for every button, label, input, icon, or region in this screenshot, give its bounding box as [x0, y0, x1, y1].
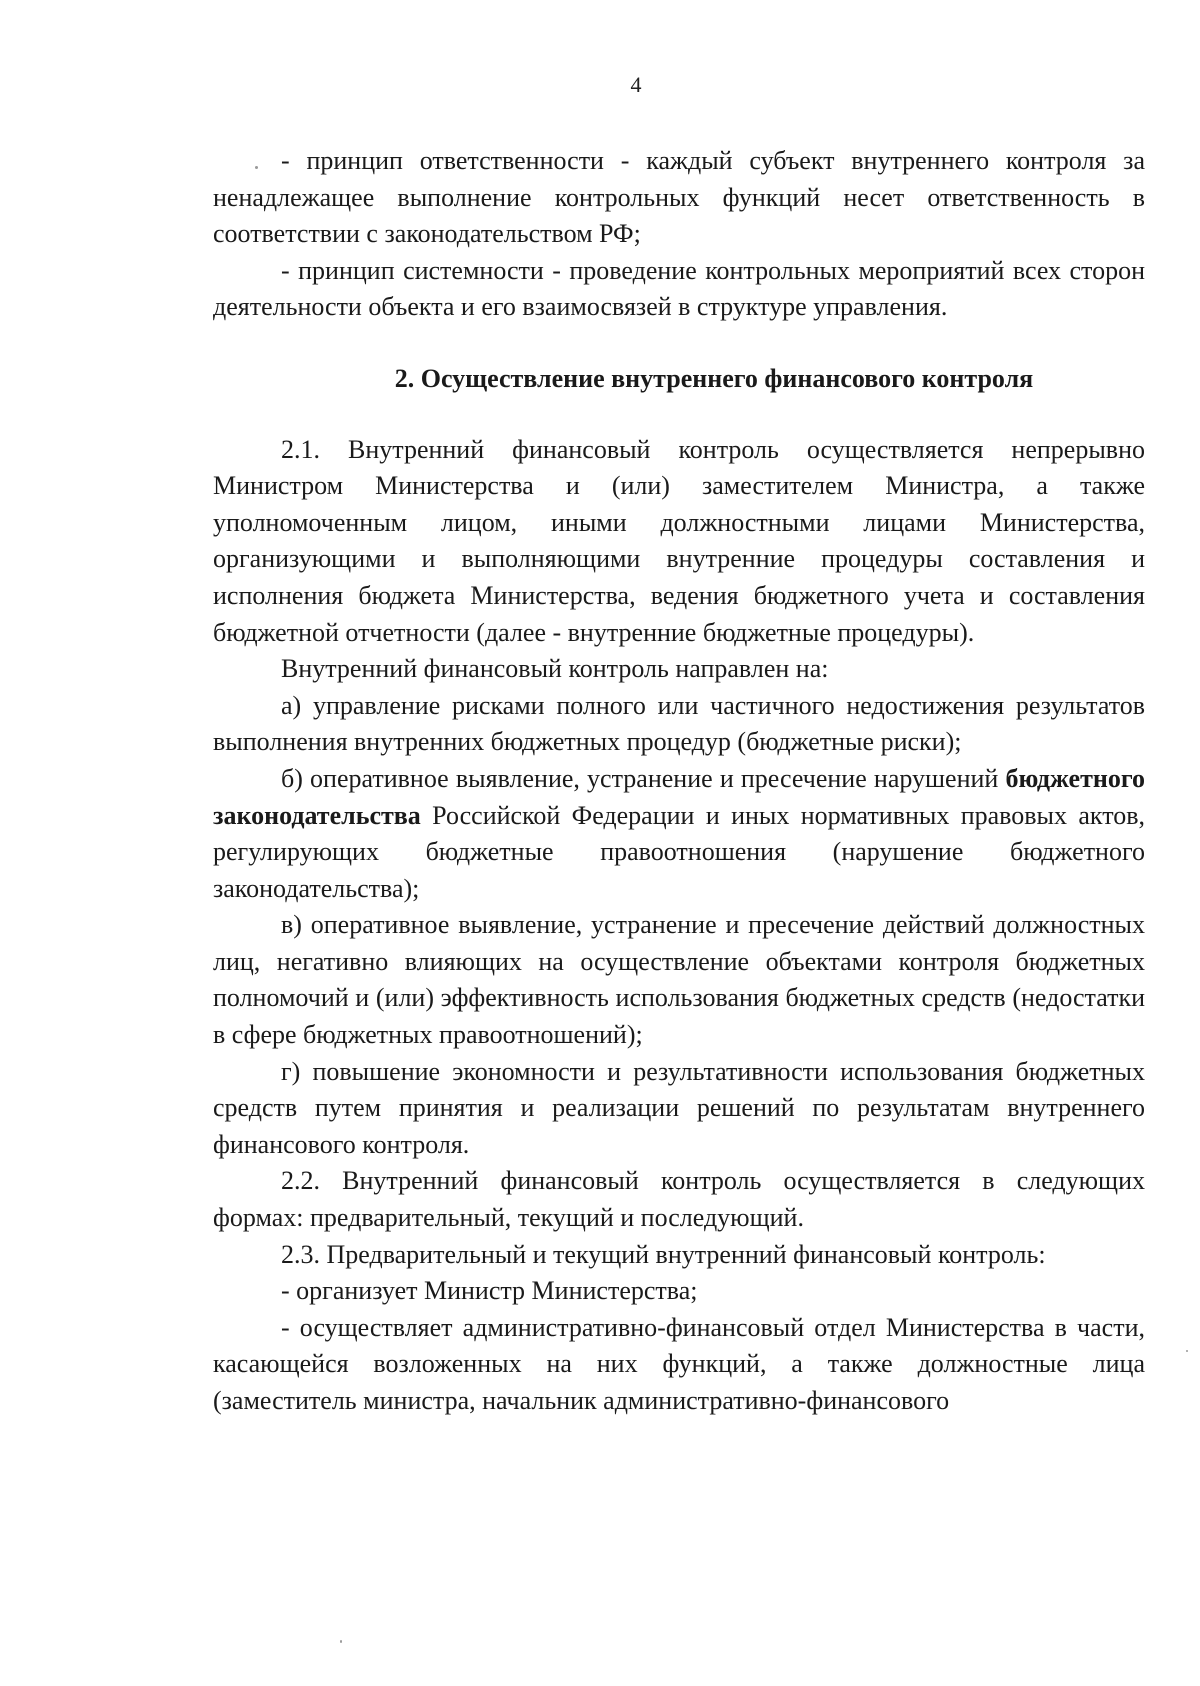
item-b-bold: бюджетного законодательства [213, 763, 1145, 830]
item-v: в) оперативное выявление, устранение и пресечение действий должностных лиц, негативно влияющих на осуществление объектами контроля бюджетных полномочий и (или) эффективность использования бюджетных средств (недостатки в сфере бюджетных правоотношений); [213, 910, 1145, 1050]
document-body [213, 143, 1145, 1420]
item-g: г) повышение экономности и результативности использования бюджетных средств путем принятия и реализации решений по результатам внутреннего финансового контроля. [213, 1056, 1145, 1159]
list-performs: - осуществляет административно-финансовый отдел Министерства в части, касающейся возложенных на них функций, а также должностные лица (заместитель министра, начальник административно-финансового [213, 1312, 1145, 1415]
principle-systemic: - принцип системности - проведение контрольных мероприятий всех сторон деятельности объекта и его взаимосвязей в структуре управления. [213, 255, 1145, 322]
scan-speck [255, 166, 258, 169]
page-number: 4 [630, 72, 642, 97]
paragraph-2-1: 2.1. Внутренний финансовый контроль осуществляется непрерывно Министром Министерства и (или) заместителем Министра, а также уполномоченным лицом, иными должностными лицами Министерства, организующими и выполняющими внутренние процедуры составления и исполнения бюджета Министерства, ведения бюджетного учета и составления бюджетной отчетности (далее - внутренние бюджетные процедуры). [213, 434, 1145, 647]
item-b-tail: Российской Федерации и иных нормативных правовых актов, регулирующих бюджетные правоотношения (нарушение бюджетного законодательства); [213, 800, 1146, 903]
scan-speck [340, 1640, 342, 1643]
paragraph-2-2: 2.2. Внутренний финансовый контроль осуществляется в следующих формах: предварительный, текущий и последующий. [213, 1166, 1145, 1233]
list-organizes: - организует Министр Министерства; [281, 1276, 698, 1306]
item-b [213, 761, 1145, 907]
principle-responsibility: - принцип ответственности - каждый субъект внутреннего контроля за ненадлежащее выполнение контрольных функций несет ответственность в соответствии с законодательством РФ; [213, 146, 1145, 249]
paragraph-directed: Внутренний финансовый контроль направлен на: [281, 654, 829, 684]
section-heading: 2. Осуществление внутреннего финансового контроля [394, 363, 1034, 393]
scan-speck [1186, 1350, 1188, 1352]
item-b-lead: б) оперативное выявление, устранение и пресечение нарушений [281, 763, 999, 793]
paragraph-2-3: 2.3. Предварительный и текущий внутренний финансовый контроль: [281, 1239, 1046, 1269]
item-a: а) управление рисками полного или частичного недостижения результатов выполнения внутренних бюджетных процедур (бюджетные риски); [213, 690, 1145, 757]
